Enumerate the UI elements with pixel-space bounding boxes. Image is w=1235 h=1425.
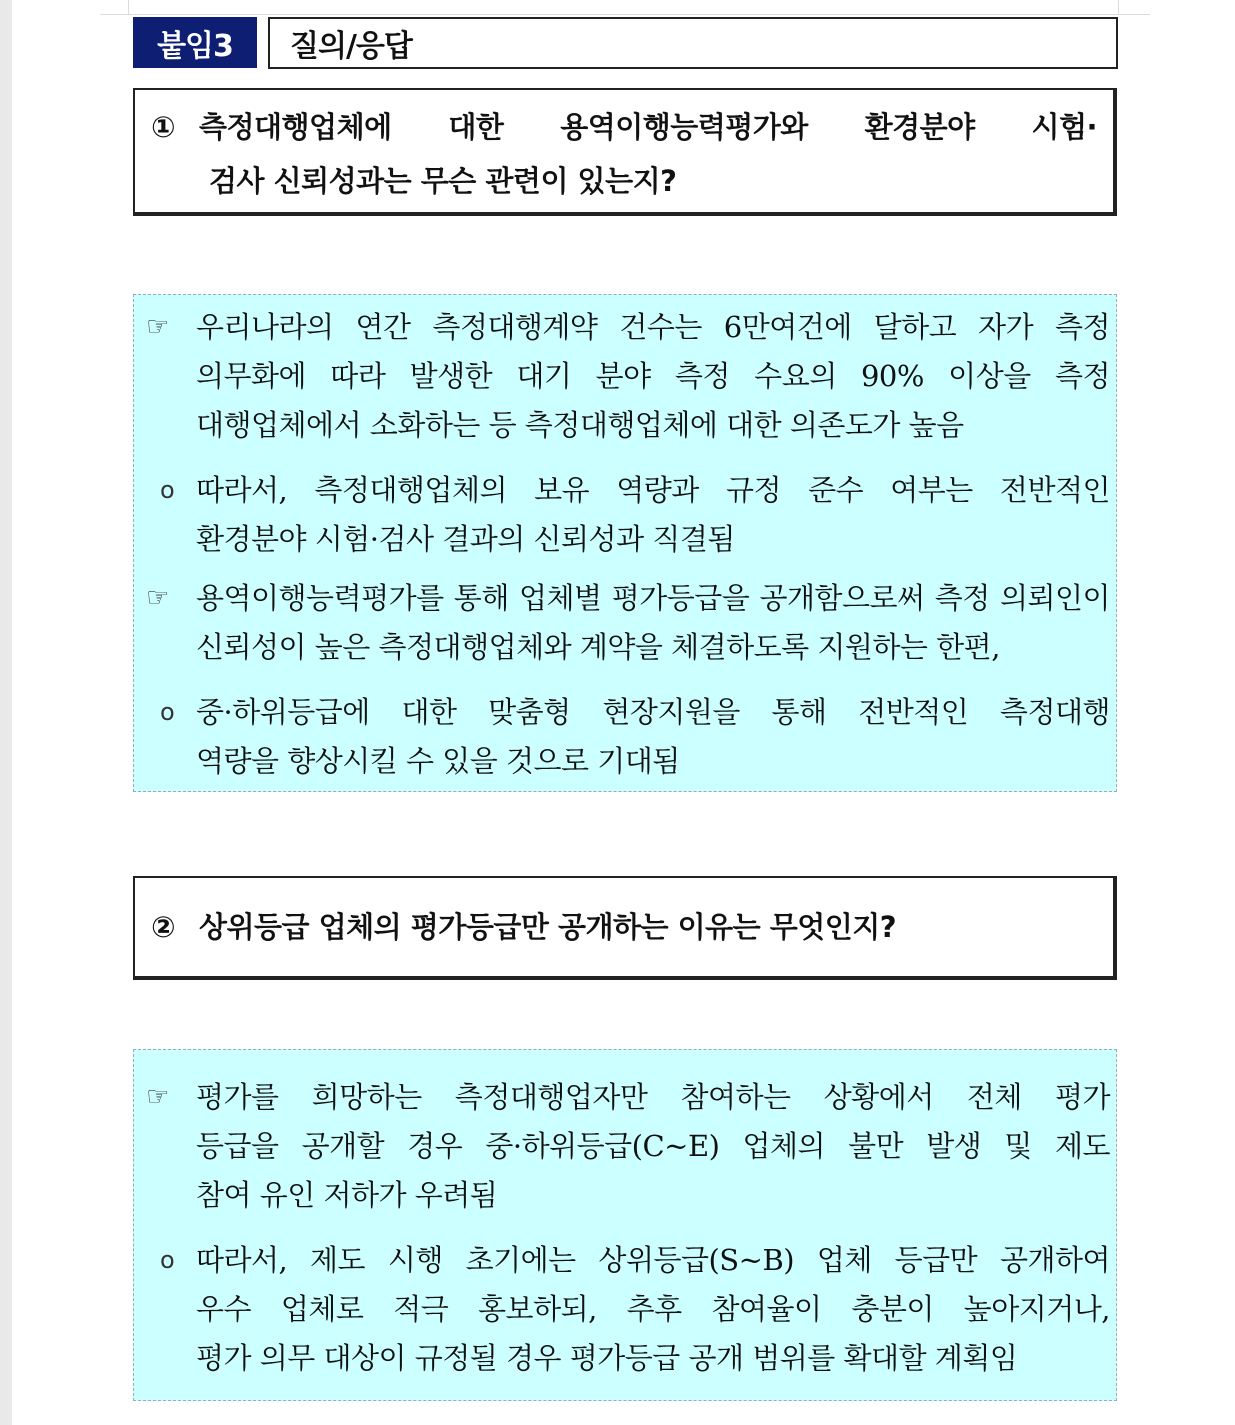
header-title-box (268, 17, 1118, 69)
answer-2-p2-line-1: 따라서, 제도 시행 초기에는 상위등급(S~B) 업체 등급만 공개하여 (196, 1243, 1110, 1277)
answer-1-p1-line-1: 우리나라의 연간 측정대행계약 건수는 6만여건에 달하고 자가 측정 (196, 310, 1110, 344)
bullet-circle-icon: o (160, 476, 175, 504)
answer-2-paragraph-1 (134, 1073, 1118, 1220)
answer-1-paragraph-3 (134, 574, 1118, 672)
answer-2-p1-line-3: 참여 유인 저하가 우려됨 (196, 1178, 498, 1212)
answer-1-p4-line-1: 중·하위등급에 대한 맞춤형 현장지원을 통해 전반적인 측정대행 (196, 695, 1110, 729)
answer-2-paragraph-2 (134, 1236, 1118, 1383)
answer-1-p4-line-2: 역량을 향상시킬 수 있을 것으로 기대됨 (196, 744, 680, 778)
pointing-hand-icon: ☞ (146, 583, 170, 613)
bullet-circle-icon: o (160, 698, 175, 726)
answer-2-box (133, 1049, 1117, 1401)
answer-1-paragraph-1 (134, 303, 1118, 450)
answer-1-paragraph-4 (134, 688, 1118, 786)
answer-2-p1-line-1: 평가를 희망하는 측정대행업자만 참여하는 상황에서 전체 평가 (196, 1080, 1110, 1114)
answer-2-p2-line-3: 평가 의무 대상이 규정될 경우 평가등급 공개 범위를 확대할 계획임 (196, 1341, 1018, 1375)
question-1-line-2 (151, 154, 1097, 208)
question-1-box (133, 88, 1117, 216)
answer-1-p2-line-2: 환경분야 시험·검사 결과의 신뢰성과 직결됨 (196, 522, 735, 556)
question-2-line (151, 900, 896, 954)
pointing-hand-icon: ☞ (146, 1082, 170, 1112)
answer-1-p3-line-1: 용역이행능력평가를 통해 업체별 평가등급을 공개함으로써 측정 의뢰인이 (196, 581, 1110, 615)
answer-1-paragraph-2 (134, 466, 1118, 564)
top-divider-tick-left (128, 0, 129, 14)
bullet-circle-icon: o (160, 1246, 175, 1274)
answer-2-p1-line-2: 등급을 공개할 경우 중·하위등급(C~E) 업체의 불만 발생 및 제도 (196, 1129, 1110, 1163)
answer-2-p2-line-2: 우수 업체로 적극 홍보하되, 추후 참여율이 충분이 높아지거나, (196, 1292, 1110, 1326)
page-title: 질의/응답 (290, 29, 412, 64)
top-divider (100, 14, 1150, 15)
question-1-number: ① (151, 110, 176, 144)
question-1-line-1 (151, 100, 1097, 154)
page-gutter (0, 0, 12, 1425)
question-1-text-line-1: 측정대행업체에 대한 용역이행능력평가와 환경분야 시험· (199, 110, 1097, 144)
attachment-badge-label: 붙임3 (157, 28, 233, 64)
question-1-text-line-2: 검사 신뢰성과는 무슨 관련이 있는지? (209, 164, 677, 198)
pointing-hand-icon: ☞ (146, 312, 170, 342)
answer-1-p1-line-3: 대행업체에서 소화하는 등 측정대행업체에 대한 의존도가 높음 (196, 408, 964, 442)
answer-1-p3-line-2: 신뢰성이 높은 측정대행업체와 계약을 체결하도록 지원하는 한편, (196, 630, 1000, 664)
answer-1-box (133, 294, 1117, 792)
question-2-box (133, 876, 1117, 980)
answer-1-p2-line-1: 따라서, 측정대행업체의 보유 역량과 규정 준수 여부는 전반적인 (196, 473, 1110, 507)
attachment-badge (133, 17, 257, 68)
top-divider-tick-right (1118, 0, 1119, 14)
question-2-number: ② (151, 910, 176, 944)
answer-1-p1-line-2: 의무화에 따라 발생한 대기 분야 측정 수요의 90% 이상을 측정 (196, 359, 1110, 393)
question-2-text: 상위등급 업체의 평가등급만 공개하는 이유는 무엇인지? (199, 910, 897, 944)
